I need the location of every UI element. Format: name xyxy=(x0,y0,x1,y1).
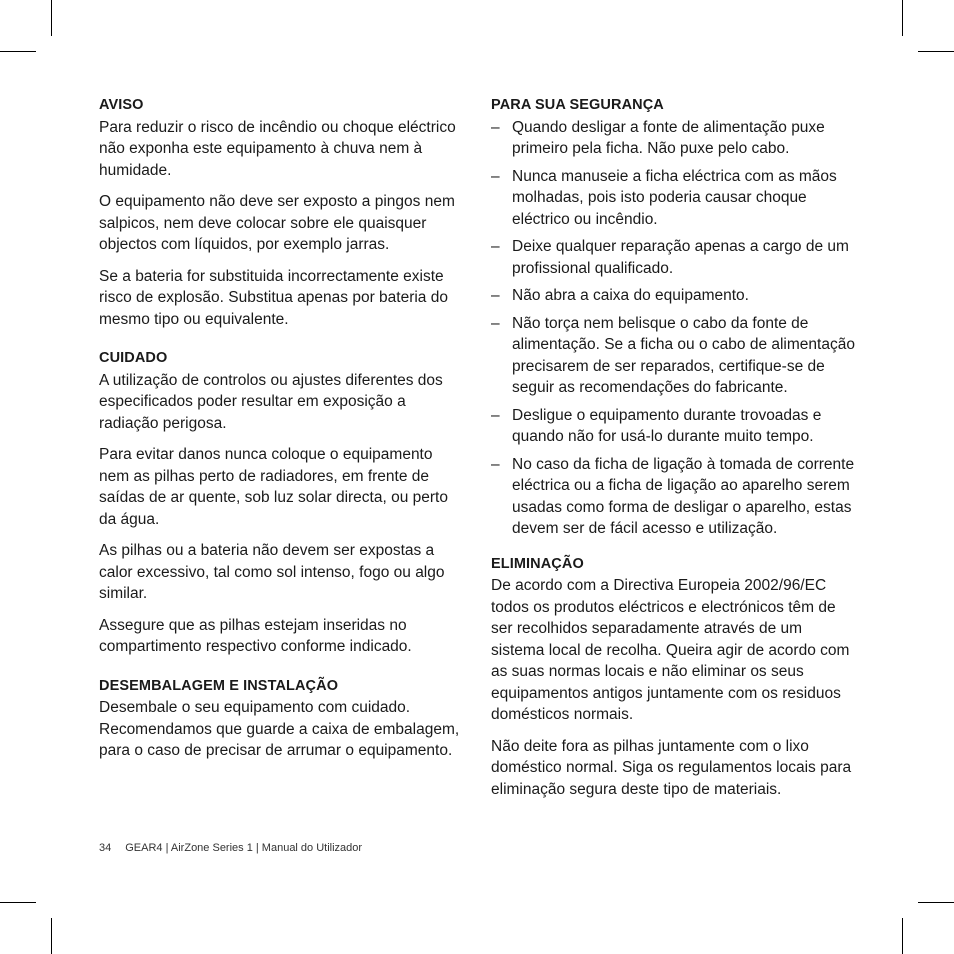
page-number: 34 xyxy=(99,842,112,854)
crop-mark xyxy=(902,918,903,954)
list-item xyxy=(491,236,859,279)
paragraph: Não deite fora as pilhas juntamente com o lixo doméstico normal. Siga os regulamentos locais para eliminação segura deste tipo de materiais. xyxy=(491,737,852,798)
paragraph: Para reduzir o risco de incêndio ou choque eléctrico não exponha este equipamento à chuva nem à humidade. xyxy=(99,118,456,179)
section-desembalagem xyxy=(99,676,465,762)
crop-mark xyxy=(0,51,36,52)
paragraph: De acordo com a Directiva Europeia 2002/96/EC todos os produtos eléctricos e electrónicos têm de ser recolhidos separadamente através de um sistema local de recolha. Queira agir de acordo com as suas normas locais e não eliminar os seus equipamentos antigos juntamente com os residuos domésticos normais. xyxy=(491,577,850,723)
list-item xyxy=(491,285,859,307)
paragraph: Assegure que as pilhas estejam inseridas no compartimento respectivo conforme indicado. xyxy=(99,616,412,655)
section-heading: DESEMBALAGEM E INSTALAÇÃO xyxy=(99,677,339,694)
running-title: GEAR4 | AirZone Series 1 | Manual do Utilizador xyxy=(125,842,363,854)
section-aviso xyxy=(99,95,465,330)
dash-bullet: – xyxy=(491,287,500,304)
right-column xyxy=(491,95,859,818)
list-item xyxy=(491,166,859,231)
section-heading: AVISO xyxy=(99,97,144,113)
dash-bullet: – xyxy=(491,314,500,332)
crop-mark xyxy=(51,918,52,954)
list-item-text: Não torça nem belisque o cabo da fonte de alimentação. Se a ficha ou o cabo de alimentação precisarem de ser reparados, certifique-se de seguir as recomendações do fabricante. xyxy=(512,314,855,396)
left-column xyxy=(99,95,465,780)
paragraph: Se a bateria for substituida incorrectamente existe risco de explosão. Substitua apenas por bateria do mesmo tipo ou equivalente. xyxy=(99,267,448,328)
dash-bullet: – xyxy=(491,118,500,136)
crop-mark xyxy=(0,902,36,903)
list-item-text: Quando desligar a fonte de alimentação puxe primeiro pela ficha. Não puxe pelo cabo. xyxy=(512,118,825,157)
section-cuidado xyxy=(99,348,465,658)
safety-list xyxy=(491,117,859,540)
list-item xyxy=(491,313,859,399)
crop-mark xyxy=(51,0,52,36)
dash-bullet: – xyxy=(491,406,500,424)
section-heading: CUIDADO xyxy=(99,350,168,366)
page-footer xyxy=(99,842,362,854)
list-item-text: Deixe qualquer reparação apenas a cargo de um profissional qualificado. xyxy=(512,238,849,277)
list-item-text: Desligue o equipamento durante trovoadas e quando não for usá-lo durante muito tempo. xyxy=(512,406,822,445)
list-item-text: No caso da ficha de ligação à tomada de corrente eléctrica ou a ficha de ligação ao aparelho serem usadas como forma de desligar o aparelho, estas devem ser de fácil acesso e utilização. xyxy=(512,455,855,537)
section-heading: PARA SUA SEGURANÇA xyxy=(491,97,664,113)
list-item-text: Nunca manuseie a ficha eléctrica com as mãos molhadas, pois isto poderia causar choque eléctrico ou incêndio. xyxy=(512,167,837,228)
dash-bullet: – xyxy=(491,238,500,255)
paragraph: Desembale o seu equipamento com cuidado. Recomendamos que guarde a caixa de embalagem, para o caso de precisar de arrumar o equipamento. xyxy=(99,699,460,759)
list-item xyxy=(491,454,859,540)
crop-mark xyxy=(902,0,903,36)
crop-mark xyxy=(918,902,954,903)
paragraph: As pilhas ou a bateria não devem ser expostas a calor excessivo, tal como sol intenso, fogo ou algo similar. xyxy=(99,542,445,602)
section-eliminacao xyxy=(491,554,859,801)
list-item xyxy=(491,405,859,448)
paragraph: Para evitar danos nunca coloque o equipamento nem as pilhas perto de radiadores, em frente de saídas de ar quente, sob luz solar directa, ou perto da água. xyxy=(99,446,448,528)
dash-bullet: – xyxy=(491,455,500,473)
dash-bullet: – xyxy=(491,167,500,185)
paragraph: A utilização de controlos ou ajustes diferentes dos especificados poder resultar em exposição a radiação perigosa. xyxy=(99,371,443,432)
paragraph: O equipamento não deve ser exposto a pingos nem salpicos, nem deve colocar sobre ele quaisquer objectos com líquidos, por exemplo jarras. xyxy=(99,193,455,253)
crop-mark xyxy=(918,51,954,52)
section-seguranca xyxy=(491,95,859,540)
list-item xyxy=(491,117,859,160)
list-item-text: Não abra a caixa do equipamento. xyxy=(512,287,749,304)
section-heading: ELIMINAÇÃO xyxy=(491,555,584,572)
